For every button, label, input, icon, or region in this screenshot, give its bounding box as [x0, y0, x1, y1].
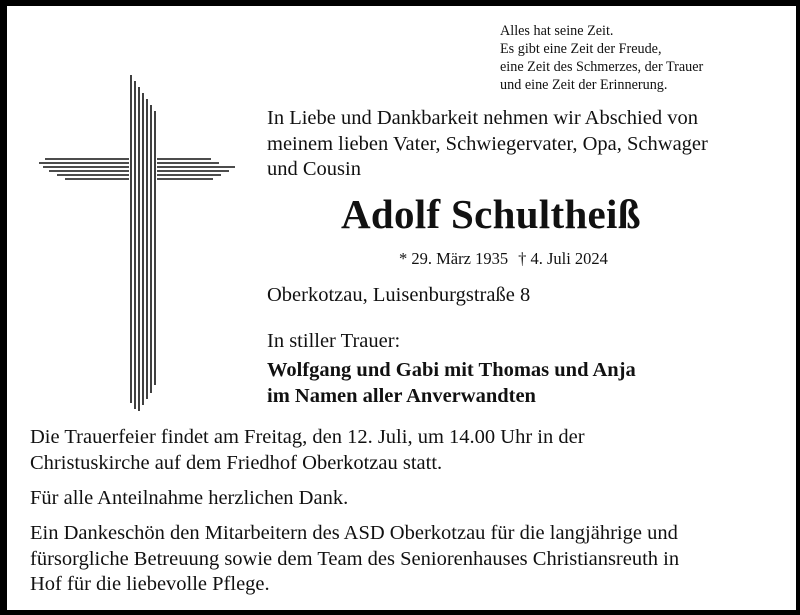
service-info [30, 425, 790, 476]
intro-text [267, 106, 787, 183]
obituary-notice [7, 6, 796, 610]
intro-line: meinem lieben Vater, Schwiegervater, Opa, Schwager [267, 132, 708, 155]
mourners [267, 358, 636, 409]
quote-block [500, 22, 790, 94]
quote-line: und eine Zeit der Erinnerung. [500, 77, 668, 93]
service-line: Die Trauerfeier findet am Freitag, den 12. Juli, um 14.00 Uhr in der [30, 426, 585, 448]
acknowledgement-line: Hof für die liebevolle Pflege. [30, 573, 270, 595]
quote-line: eine Zeit des Schmerzes, der Trauer [500, 59, 704, 75]
acknowledgement-line: fürsorgliche Betreuung sowie dem Team des Seniorenhauses Christiansreuth in [30, 547, 680, 570]
birth-date: * 29. März 1935 [399, 249, 509, 268]
death-date: † 4. Juli 2024 [518, 249, 608, 268]
quote-line: Es gibt eine Zeit der Freude, [500, 41, 662, 57]
mourning-label: In stiller Trauer: [267, 330, 401, 352]
deceased-name: Adolf Schultheiß [341, 191, 641, 237]
address: Oberkotzau, Luisenburgstraße 8 [267, 284, 531, 306]
life-dates [399, 249, 608, 269]
quote-line: Alles hat seine Zeit. [500, 23, 614, 39]
acknowledgement-text [30, 521, 790, 598]
thanks-line: Für alle Anteilnahme herzlichen Dank. [30, 487, 349, 509]
intro-line: In Liebe und Dankbarkeit nehmen wir Abschied von [267, 107, 698, 129]
service-line: Christuskirche auf dem Friedhof Oberkotzau statt. [30, 451, 443, 474]
mourner-line: Wolfgang und Gabi mit Thomas und Anja [267, 359, 636, 381]
mourner-line: im Namen aller Anverwandten [267, 384, 536, 407]
acknowledgement-line: Ein Dankeschön den Mitarbeitern des ASD Oberkotzau für die langjährige und [30, 522, 678, 544]
cross-icon [35, 73, 237, 418]
intro-line: und Cousin [267, 158, 361, 180]
thanks-text [30, 486, 790, 512]
